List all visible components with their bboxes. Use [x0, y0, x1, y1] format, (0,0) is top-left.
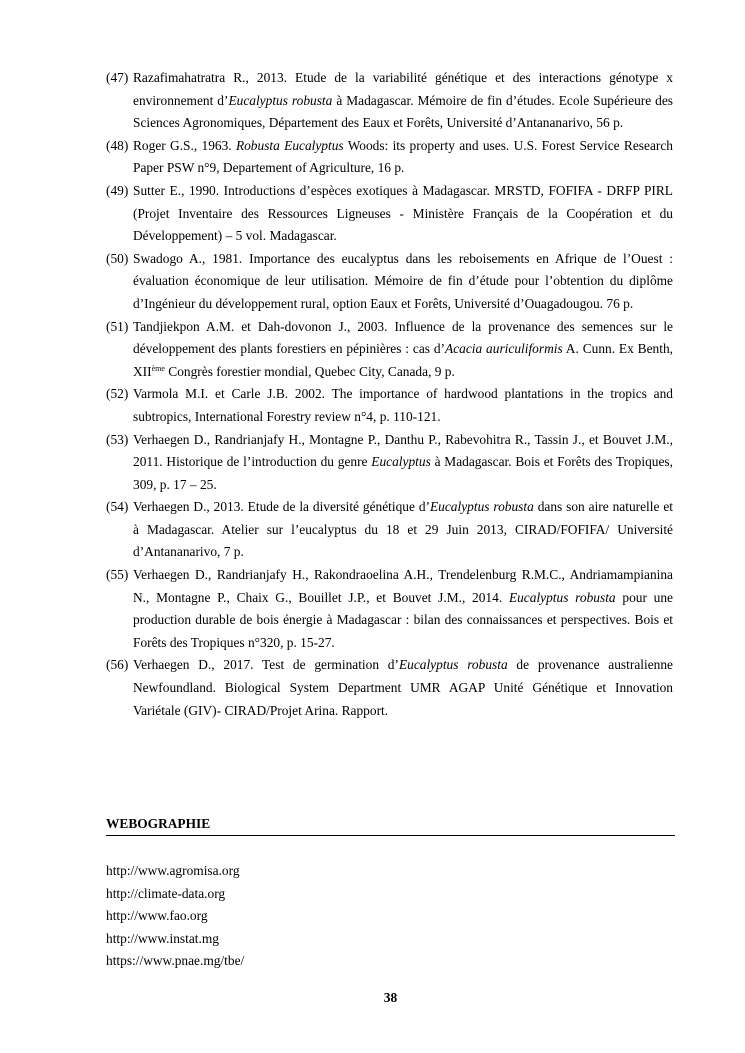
reference-number: (52): [106, 386, 129, 402]
reference-text-segment: Tandjiekpon A.M. et Dah-dovonon J., 2003. Influence de la provenance des semences sur le développement des plants forestiers en pépinières : cas d’: [133, 318, 673, 357]
reference-item: [106, 564, 673, 654]
reference-text-segment: de provenance australienne Newfoundland. Biological System Department UMR AGAP Unité Génétique et Innovation Variétale (GIV)- CIRAD/Projet Arina. Rapport.: [133, 657, 673, 718]
reference-text: [133, 135, 673, 180]
reference-text-segment: Roger G.S., 1963.: [133, 137, 236, 153]
reference-text-segment: A. Cunn. Ex Benth, XII: [133, 341, 673, 379]
reference-number: (55): [106, 567, 129, 583]
reference-number: (50): [106, 250, 129, 266]
webographie-heading: WEBOGRAPHIE: [106, 815, 675, 836]
reference-item: [106, 383, 673, 428]
reference-number: (47): [106, 70, 129, 85]
reference-text-segment: Congrès forestier mondial, Quebec City, Canada, 9 p.: [164, 363, 455, 379]
species-name-italic: Eucalyptus: [371, 454, 431, 470]
web-link[interactable]: http://www.instat.mg: [106, 930, 219, 946]
reference-item: [106, 496, 673, 564]
reference-text: [133, 180, 673, 248]
reference-text-segment: Verhaegen D., 2013. Etude de la diversité génétique d’: [133, 499, 430, 515]
reference-text-segment: Woods: its property and uses. U.S. Forest Service Research Paper PSW n°9, Departement of Agriculture, 16 p.: [133, 137, 673, 176]
reference-number: (53): [106, 431, 129, 447]
reference-list: [106, 67, 673, 722]
reference-number: (54): [106, 499, 129, 515]
reference-text-segment: dans son aire naturelle et à Madagascar. Atelier sur l’eucalyptus du 18 et 29 Juin 2013, CIRAD/FOFIFA/ Université d’Antananarivo, 7 p.: [133, 499, 673, 560]
reference-number: (48): [106, 137, 129, 153]
reference-text: [133, 67, 673, 135]
reference-item: [106, 248, 673, 316]
reference-text-segment: Varmola M.I. et Carle J.B. 2002. The importance of hardwood plantations in the tropics and subtropics, International Forestry review n°4, p. 110-121.: [133, 386, 673, 424]
reference-item: [106, 180, 673, 248]
web-link[interactable]: https://www.pnae.mg/tbe/: [106, 953, 245, 968]
species-name-italic: Eucalyptus robusta: [398, 657, 508, 673]
reference-item: [106, 67, 673, 135]
reference-text: [133, 654, 673, 722]
reference-text: [133, 248, 673, 316]
reference-text: [133, 383, 673, 428]
species-name-italic: Eucalyptus robusta: [508, 589, 616, 605]
reference-text-segment: à Madagascar. Bois et Forêts des Tropiques, 309, p. 17 – 25.: [133, 454, 673, 492]
reference-number: (49): [106, 182, 129, 198]
reference-number: (51): [106, 318, 129, 334]
species-name-italic: Eucalyptus robusta: [228, 92, 333, 108]
species-name-italic: Eucalyptus robusta: [429, 499, 534, 515]
web-link[interactable]: http://www.agromisa.org: [106, 863, 240, 878]
reference-text-segment: à Madagascar. Mémoire de fin d’études. Ecole Supérieure des Sciences Agronomiques, Département des Eaux et Forêts, Université d’Antananarivo, 56 p.: [133, 92, 673, 131]
species-name-italic: Robusta Eucalyptus: [235, 137, 344, 153]
web-link[interactable]: http://climate-data.org: [106, 885, 226, 901]
reference-item: [106, 654, 673, 722]
reference-text-segment: Swadogo A., 1981. Importance des eucalyptus dans les reboisements en Afrique de l’Ouest : évaluation économique de leur utilisation. Mémoire de fin d’étude pour l’obtention du diplôme d’Ingénieur du développement rural, option Eaux et Forêts, Université d’Ouagadougou. 76 p.: [133, 250, 673, 311]
reference-text-segment: pour une production durable de bois énergie à Madagascar : bilan des connaissances et perspectives. Bois et Forêts des Tropiques n°320, p. 15-27.: [133, 589, 674, 650]
reference-text: [133, 316, 673, 384]
reference-number: (56): [106, 657, 129, 673]
species-name-italic: Acacia auriculiformis: [445, 341, 563, 357]
reference-text-segment: Verhaegen D., Randrianjafy H., Rakondraoelina A.H., Trendelenburg R.M.C., Andriamampianina N., Montagne P., Chaix G., Bouillet J.P., et Bouvet J.M., 2014.: [133, 567, 673, 605]
reference-text: [133, 496, 673, 564]
web-link[interactable]: http://www.fao.org: [106, 908, 208, 923]
reference-text-segment: Verhaegen D., Randrianjafy H., Montagne P., Danthu P., Rabevohitra R., Tassin J., et Bouvet J.M., 2011. Historique de l’introduction du genre: [133, 431, 673, 470]
reference-text: [133, 564, 673, 654]
reference-text-segment: Sutter E., 1990. Introductions d’espèces exotiques à Madagascar. MRSTD, FOFIFA - DRFP PIRL (Projet Inventaire des Ressources Ligneuses - Ministère Français de la Coopération et du Développement) – 5 vol. Madagascar.: [133, 182, 673, 244]
reference-item: [106, 135, 673, 180]
reference-text-segment: Verhaegen D., 2017. Test de germination d’: [133, 657, 399, 673]
ordinal-superscript: ème: [151, 363, 165, 373]
reference-item: [106, 316, 673, 384]
reference-item: [106, 429, 673, 497]
reference-text-segment: Razafimahatratra R., 2013. Etude de la variabilité génétique et des interactions génotype x environnement d’: [133, 70, 673, 108]
page-number: 38: [383, 990, 398, 1005]
webographie-link-list: [106, 860, 244, 973]
reference-text: [133, 429, 673, 497]
